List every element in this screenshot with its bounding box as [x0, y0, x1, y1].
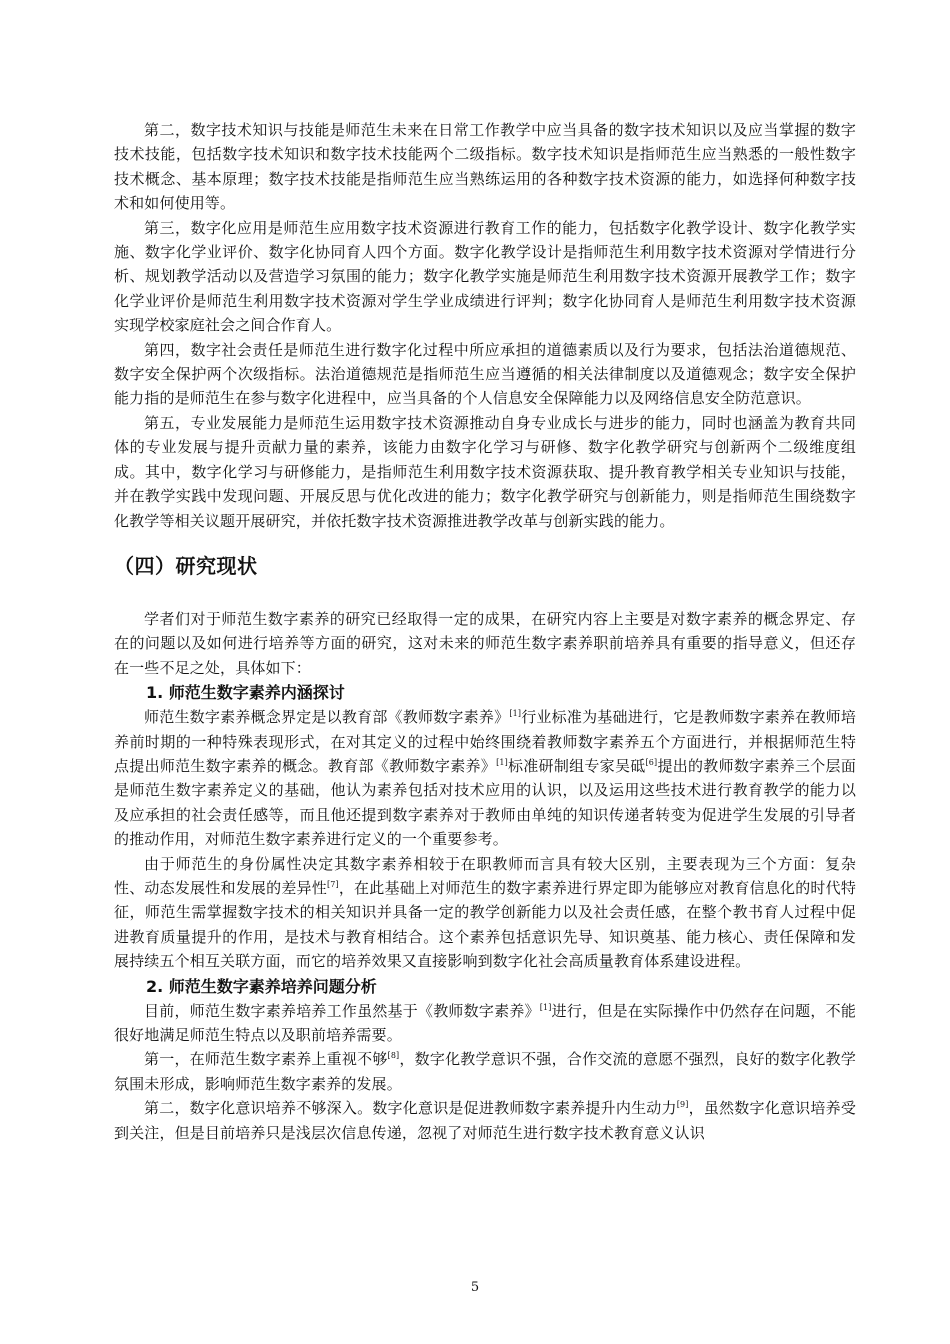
page-number: 5 [470, 1280, 480, 1295]
text-run: 第二，数字化意识培养不够深入。数字化意识是促进教师数字素养提升内生动力 [144, 1099, 677, 1118]
paragraph-research-intro: 学者们对于师范生数字素养的研究已经取得一定的成果，在研究内容上主要是对数字素养的概念界定、存在的问题以及如何进行培养等方面的研究，这对未来的师范生数字素养职前培养具有重要的指导意义，但还存在一些不足之处，具体如下： [114, 609, 856, 677]
citation-6: [6] [645, 757, 658, 767]
citation-1: [1] [509, 709, 522, 719]
paragraph-digital-responsibility: 第四，数字社会责任是师范生进行数字化过程中所应承担的道德素质以及行为要求，包括法治道德规范、数字安全保护两个次级指标。法治道德规范是指师范生应当遵循的相关法律制度以及道德观念；数字安全保护能力指的是师范生在参与数字化进程中，应当具备的个人信息安全保障能力以及网络信息安全防范意识。 [114, 340, 856, 408]
text-run: 行业标准为基础进行，它是教师数字素养在教师培养前时期的一种特殊表现形式，在对其定义的过程中始终围绕着教师数字素养五个方面进行，并根据师范生特点提出师范生数字素养的概念。教育部《教师数字素养》 [114, 708, 856, 775]
document-page [114, 118, 856, 1145]
text-run: 进行，但是在实际操作中仍然存在问题，不能很好地满足师范生特点以及职前培养需要。 [114, 1001, 856, 1044]
subheading-connotation: 1. 师范生数字素养内涵探讨 [146, 683, 345, 703]
paragraph-current-training [114, 999, 856, 1048]
paragraph-concept-definition [114, 705, 856, 851]
section-heading-research-status: （四）研究现状 [114, 553, 258, 578]
citation-1: [1] [496, 757, 508, 767]
text-run: 第一，在师范生数字素养上重视不够 [144, 1050, 388, 1069]
paragraph-identity-attributes [114, 852, 856, 974]
text-run: ，在此基础上对师范生的数字素养进行界定即为能够应对教育信息化的时代特征，师范生需掌握数字技术的相关知识并具备一定的教学创新能力以及社会责任感，在整个教书育人过程中促进教育质量提升的作用，是技术与教育相结合。这个素养包括意识先导、知识奠基、能力核心、责任保障和发展持续五个相互关联方面，而它的培养效果又直接影响到数字化社会高质量教育体系建设进程。 [114, 878, 856, 971]
text-run: ，数字化教学意识不强，合作交流的意愿不强烈，良好的数字化教学氛围未形成，影响师范生数字素养的发展。 [114, 1050, 856, 1093]
citation-8: [8] [387, 1051, 400, 1061]
paragraph-professional-development: 第五，专业发展能力是师范生运用数字技术资源推动自身专业成长与进步的能力，同时也涵盖为教育共同体的专业发展与提升贡献力量的素养，该能力由数字化学习与研修、数字化教学研究与创新两个二级维度组成。其中，数字化学习与研修能力，是指师范生利用数字技术资源获取、提升教育教学相关专业知识与技能，并在教学实践中发现问题、开展反思与优化改进的能力；数字化教学研究与创新能力，则是指师范生围绕数字化教学等相关议题开展研究，并依托数字技术资源推进教学改革与创新实践的能力。 [114, 413, 856, 530]
citation-7: [7] [326, 879, 339, 889]
paragraph-digital-knowledge: 第二，数字技术知识与技能是师范生未来在日常工作教学中应当具备的数字技术知识以及应当掌握的数字技术技能，包括数字技术知识和数字技术技能两个二级指标。数字技术知识是指师范生应当熟悉的一般性数字技术概念、基本原理；数字技术技能是指师范生应当熟练运用的各种数字技术资源的能力，如选择何种数字技术和如何使用等。 [114, 121, 856, 213]
text-run: 目前，师范生数字素养培养工作虽然基于《教师数字素养》 [144, 1001, 540, 1020]
text-run: 由于师范生的身份属性决定其数字素养相较于在职教师而言具有较大区别，主要表现为三个方面：复杂性、动态发展性和发展的差异性 [114, 854, 856, 897]
citation-9: [9] [676, 1100, 689, 1110]
text-run: 提出的教师数字素养三个层面是师范生数字素养定义的基础，他认为素养包括对技术应用的认识，以及运用这些技术进行教育教学的能力以及应承担的社会责任感等，而且他还提到数字素养对于教师由单纯的知识传递者转变为促进学生发展的引导者的推动作用，对师范生数字素养进行定义的一个重要参考。 [114, 756, 856, 849]
paragraph-problem-second [114, 1096, 856, 1145]
text-run: ，虽然数字化意识培养受到关注，但是目前培养只是浅层次信息传递，忽视了对师范生进行数字技术教育意义认识 [114, 1099, 856, 1142]
paragraph-problem-first [114, 1047, 856, 1096]
paragraph-digital-application: 第三，数字化应用是师范生应用数字技术资源进行教育工作的能力，包括数字化教学设计、数字化教学实施、数字化学业评价、数字化协同育人四个方面。数字化教学设计是指师范生利用数字技术资源对学情进行分析、规划教学活动以及营造学习氛围的能力；数字化教学实施是师范生利用数字技术资源开展教学工作；数字化学业评价是师范生利用数字技术资源对学生学业成绩进行评判；数字化协同育人是师范生利用数字技术资源实现学校家庭社会之间合作育人。 [114, 218, 856, 335]
subheading-problem-analysis: 2. 师范生数字素养培养问题分析 [146, 976, 377, 996]
citation-1: [1] [539, 1002, 552, 1012]
text-run: 师范生数字素养概念界定是以教育部《教师数字素养》 [144, 708, 510, 727]
text-run: 标准研制组专家吴砥 [507, 756, 646, 775]
